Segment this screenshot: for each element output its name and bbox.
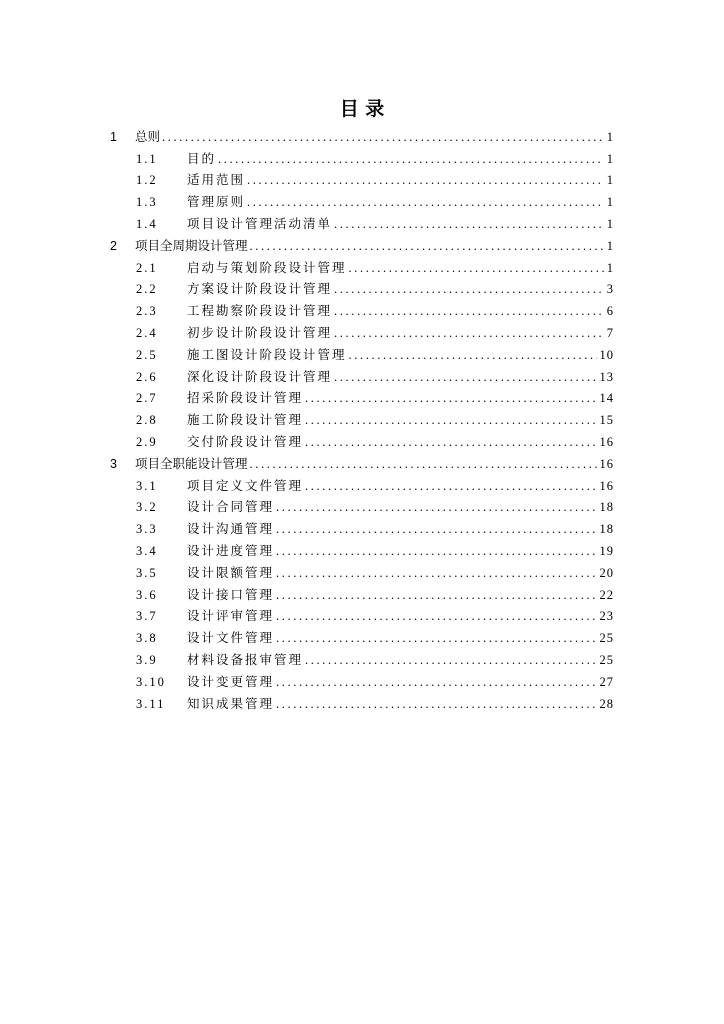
toc-section-entry[interactable] [0, 388, 724, 410]
toc-entry-number: 3.5 [136, 565, 158, 580]
toc-entry-page-number: 25 [599, 631, 614, 646]
toc-entry-line [187, 324, 614, 340]
toc-entry-title: 设计合同管理 [187, 499, 275, 515]
toc-entry-line [187, 305, 614, 318]
toc-entry-title: 知识成果管理 [187, 695, 275, 711]
toc-entry-number: 2.3 [136, 304, 158, 319]
toc-section-entry[interactable] [0, 300, 724, 322]
toc-entry-number: 1.3 [136, 195, 158, 210]
toc-dot-leader [250, 458, 597, 471]
toc-title: 目 录 [339, 98, 385, 120]
toc-entry-number: 3 [110, 456, 117, 471]
toc-entry-number: 1.1 [136, 151, 158, 166]
toc-entry-line [135, 128, 614, 144]
toc-entry-title: 设计沟通管理 [187, 521, 275, 537]
toc-entry-title: 材料设备报审管理 [187, 651, 304, 667]
toc-entry-title: 设计变更管理 [187, 673, 275, 689]
toc-entry-line [187, 283, 614, 296]
toc-dot-leader [162, 131, 604, 144]
toc-chapter-entry[interactable] [0, 126, 724, 148]
toc-entry-number: 3.3 [136, 522, 158, 537]
toc-entry-page-number: 6 [606, 304, 614, 319]
toc-dot-leader [305, 654, 596, 667]
toc-entry-line [187, 370, 614, 383]
toc-entry-page-number: 16 [599, 434, 614, 449]
toc-dot-leader [276, 676, 596, 689]
toc-section-entry[interactable] [0, 409, 724, 431]
toc-entry-number: 2.8 [136, 413, 158, 428]
toc-entry-page-number: 18 [599, 500, 614, 515]
toc-entry-page-number: 1 [606, 195, 614, 210]
toc-dot-leader [276, 501, 596, 514]
toc-entry-number: 2 [110, 238, 117, 253]
toc-entry-line [135, 455, 614, 471]
toc-entry-line [187, 392, 614, 405]
toc-dot-leader [305, 436, 596, 449]
toc-entry-number: 3.2 [136, 500, 158, 515]
toc-section-entry[interactable] [0, 170, 724, 192]
toc-entry-page-number: 15 [599, 413, 614, 428]
toc-entry-page-number: 3 [606, 282, 614, 297]
toc-entry-title: 设计文件管理 [187, 630, 275, 646]
toc-dot-leader [305, 414, 596, 427]
toc-dot-leader [349, 261, 604, 274]
toc-entry-page-number: 16 [599, 456, 614, 471]
toc-dot-leader [334, 218, 604, 231]
toc-entry-line [187, 433, 614, 449]
toc-entry-line [187, 542, 614, 558]
toc-entry-title: 项目全周期设计管理 [135, 237, 248, 253]
toc-entry-line [187, 651, 614, 667]
toc-section-entry[interactable] [0, 540, 724, 562]
toc-entry-page-number: 14 [599, 391, 614, 406]
toc-dot-leader [334, 370, 596, 383]
toc-section-entry[interactable] [0, 431, 724, 453]
toc-entry-title: 招采阶段设计管理 [187, 390, 304, 406]
toc-section-entry[interactable] [0, 279, 724, 301]
toc-entry-page-number: 1 [606, 216, 614, 231]
toc-entry-number: 2.5 [136, 347, 158, 362]
toc-section-entry[interactable] [0, 475, 724, 497]
toc-dot-leader [218, 152, 604, 165]
toc-entry-page-number: 1 [606, 173, 614, 188]
toc-entry-title: 项目定义文件管理 [187, 477, 304, 493]
toc-entry-page-number: 1 [606, 129, 614, 144]
toc-entry-title: 设计进度管理 [187, 542, 275, 558]
toc-entry-title: 设计评审管理 [187, 608, 275, 624]
toc-entry-page-number: 13 [599, 369, 614, 384]
toc-entry-line [187, 196, 614, 209]
toc-entry-page-number: 16 [599, 478, 614, 493]
toc-entry-line [187, 523, 614, 536]
toc-section-entry[interactable] [0, 693, 724, 715]
toc-entry-line [187, 673, 614, 689]
toc-entry-line [187, 346, 614, 362]
toc-section-entry[interactable] [0, 606, 724, 628]
toc-entry-title: 深化设计阶段设计管理 [187, 368, 333, 384]
toc-section-entry[interactable] [0, 671, 724, 693]
toc-entry-page-number: 22 [599, 587, 614, 602]
toc-entry-number: 3.9 [136, 652, 158, 667]
toc-entry-line [187, 261, 614, 274]
toc-entry-page-number: 20 [599, 565, 614, 580]
toc-section-entry[interactable] [0, 627, 724, 649]
toc-entry-number: 1.4 [136, 216, 158, 231]
toc-entry-number: 2.6 [136, 369, 158, 384]
toc-chapter-entry[interactable] [0, 235, 724, 257]
toc-entry-line [187, 610, 614, 623]
toc-entry-number: 3.8 [136, 631, 158, 646]
toc-entry-line [187, 564, 614, 580]
toc-entry-number: 1 [110, 129, 117, 144]
toc-entry-title: 设计限额管理 [187, 564, 275, 580]
toc-entry-number: 3.7 [136, 609, 158, 624]
toc-entry-number: 3.10 [136, 674, 166, 689]
toc-entry-title: 目的 [187, 150, 217, 166]
toc-section-entry[interactable] [0, 518, 724, 540]
toc-section-entry[interactable] [0, 191, 724, 213]
toc-section-entry[interactable] [0, 562, 724, 584]
toc-entry-title: 施工阶段设计管理 [187, 412, 304, 428]
toc-entry-page-number: 27 [599, 674, 614, 689]
toc-entry-number: 2.2 [136, 282, 158, 297]
toc-dot-leader [276, 588, 596, 601]
toc-entry-page-number: 1 [606, 151, 614, 166]
toc-entry-line [187, 697, 614, 710]
toc-entry-number: 3.6 [136, 587, 158, 602]
toc-dot-leader [276, 567, 596, 580]
toc-dot-leader [305, 479, 596, 492]
toc-dot-leader [276, 632, 596, 645]
toc-entry-line [187, 152, 614, 165]
toc-entry-page-number: 18 [599, 522, 614, 537]
toc-dot-leader [276, 697, 596, 710]
toc-dot-leader [247, 196, 604, 209]
toc-section-entry[interactable] [0, 366, 724, 388]
toc-entry-line [187, 215, 614, 231]
toc-entry-line [187, 479, 614, 492]
toc-dot-leader [349, 349, 597, 362]
toc-entry-title: 项目设计管理活动清单 [187, 215, 333, 231]
toc-entry-page-number: 19 [599, 543, 614, 558]
toc-entry-page-number: 28 [599, 696, 614, 711]
toc-section-entry[interactable] [0, 213, 724, 235]
toc-entry-line [187, 632, 614, 645]
toc-entry-title: 管理原则 [187, 194, 246, 210]
toc-entry-title: 总则 [135, 128, 161, 144]
toc-entry-title: 设计接口管理 [187, 586, 275, 602]
toc-dot-leader [276, 545, 596, 558]
toc-dot-leader [276, 610, 596, 623]
toc-entry-number: 2.9 [136, 434, 158, 449]
toc-entry-title: 适用范围 [187, 172, 246, 188]
toc-entry-title: 施工图设计阶段设计管理 [187, 346, 347, 362]
toc-chapter-entry[interactable] [0, 453, 724, 475]
toc-entry-page-number: 10 [599, 347, 614, 362]
toc-entry-number: 1.2 [136, 173, 158, 188]
toc-dot-leader [276, 523, 596, 536]
toc-entry-page-number: 25 [599, 652, 614, 667]
toc-entry-title: 启动与策划阶段设计管理 [187, 259, 347, 275]
toc-entry-page-number: 1 [606, 238, 614, 253]
toc-dot-leader [305, 392, 596, 405]
toc-entry-line [187, 501, 614, 514]
toc-entry-line [187, 588, 614, 601]
toc-section-entry[interactable] [0, 497, 724, 519]
toc-entry-line [187, 174, 614, 187]
toc-entry-number: 2.1 [136, 260, 158, 275]
toc-dot-leader [247, 174, 604, 187]
toc-section-entry[interactable] [0, 322, 724, 344]
toc-section-entry[interactable] [0, 148, 724, 170]
toc-dot-leader [334, 305, 604, 318]
toc-entry-line [135, 237, 614, 253]
toc-entry-number: 2.4 [136, 325, 158, 340]
toc-section-entry[interactable] [0, 649, 724, 671]
toc-section-entry[interactable] [0, 257, 724, 279]
toc-entry-title: 交付阶段设计管理 [187, 433, 304, 449]
toc-dot-leader [334, 283, 604, 296]
toc-entry-number: 2.7 [136, 391, 158, 406]
toc-section-entry[interactable] [0, 584, 724, 606]
toc-dot-leader [250, 240, 604, 253]
toc-entry-title: 初步设计阶段设计管理 [187, 324, 333, 340]
toc-entry-page-number: 7 [606, 325, 614, 340]
toc-entry-page-number: 1 [606, 260, 614, 275]
toc-entry-title: 工程勘察阶段设计管理 [187, 303, 333, 319]
toc-entry-number: 3.4 [136, 543, 158, 558]
toc-entry-number: 3.11 [136, 696, 166, 711]
toc-entry-title: 项目全职能设计管理 [135, 455, 248, 471]
toc-entry-line [187, 414, 614, 427]
toc-section-entry[interactable] [0, 344, 724, 366]
toc-entry-title: 方案设计阶段设计管理 [187, 281, 333, 297]
toc-entry-number: 3.1 [136, 478, 158, 493]
toc-entry-page-number: 23 [599, 609, 614, 624]
toc-dot-leader [334, 327, 604, 340]
